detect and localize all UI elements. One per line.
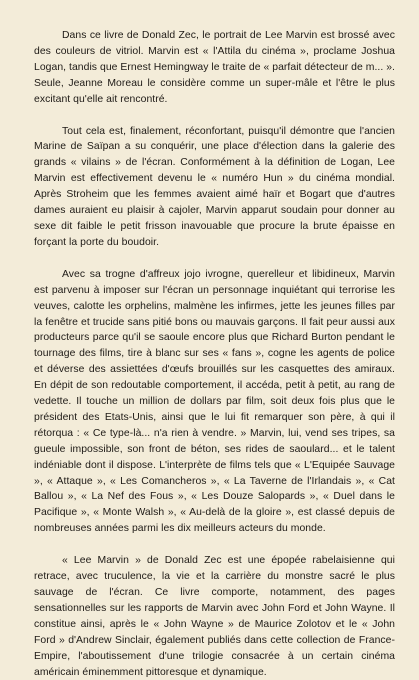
paragraph-villain: Tout cela est, finalement, réconfortant, puisqu'il démontre que l'ancien Marine de Saïpan a su conquérir, une place d'élection dans la galerie des grands « vilains » de l'écran. Conformément à la définition de Logan, Lee Marvin est effectivement devenu le « numéro Hun » du cinéma mondial. Après Stroheim que les femmes avaient aimé haïr et Bogart que d'autres dames auraient eu plaisir à cajoler, Marvin apparut soudain pour donner au sexe dit faible le petit frisson inavouable que procure la brute épaisse en forçant la porte du boudoir. bbox=[34, 125, 395, 248]
paragraph-book: « Lee Marvin » de Donald Zec est une épopée rabelaisienne qui retrace, avec truculence, la vie et la carrière du monstre sacré le plus sauvage de l'écran. Ce livre comporte, notamment, des pages sensationnelles sur les rapports de Marvin avec John Ford et John Wayne. Il constitue ainsi, après le « John Wayne » de Maurice Zolotov et le « John Ford » d'Andrew Sinclair, également publiés dans cette collection de France-Empire, l'aboutissement d'une trilogie consacrée à un certain cinéma américain éminemment pittoresque et dynamique. bbox=[34, 555, 395, 678]
paragraph-intro: Dans ce livre de Donald Zec, le portrait de Lee Marvin est brossé avec des couleurs de vitriol. Marvin est « l'Attila du cinéma », proclame Joshua Logan, tandis que Ernest Hemingway le traite de « parfait détecteur de m... ». Seule, Jeanne Moreau le considère comme un super-mâle et l'être le plus excitant qu'elle ait rencontré. bbox=[34, 30, 395, 105]
paragraph-career: Avec sa trogne d'affreux jojo ivrogne, querelleur et libidineux, Marvin est parvenu à imposer sur l'écran un personnage inquiétant qui terrorise les veuves, calotte les orphelins, malmène les infirmes, jette les jeunes filles par la fenêtre et trucide sans pitié bons ou mauvais garçons. Il fait peur aussi aux producteurs parce qu'il se saoule encore plus que Richard Burton pendant le tournage des films, tire à blanc sur ses « fans », cogne les agents de police et déverse des assiettées d'œufs brouillés sur les casquettes des amiraux. En dépit de son redoutable comportement, il accéda, petit à petit, au rang de vedette. Il touche un million de dollars par film, soit deux fois plus que le président des Etats-Unis, ainsi que le lui fit remarquer son père, à qui il rétorqua : « Ce type-là... n'a rien à vendre. » Marvin, lui, vend ses tripes, sa gueule impossible, son front de béton, ses rides de saoulard... et le talent indéniable dont il dispose. L'interprète de films tels que « L'Equipée Sauvage », « Attaque », « Les Comancheros », « La Taverne de l'Irlandais », « Cat Ballou », « La Nef des Fous », « Les Douze Salopards », « Duel dans le Pacifique », « Monte Walsh », « Au-delà de la gloire », est classé depuis de nombreuses années parmi les dix meilleurs acteurs du monde. bbox=[34, 268, 395, 535]
